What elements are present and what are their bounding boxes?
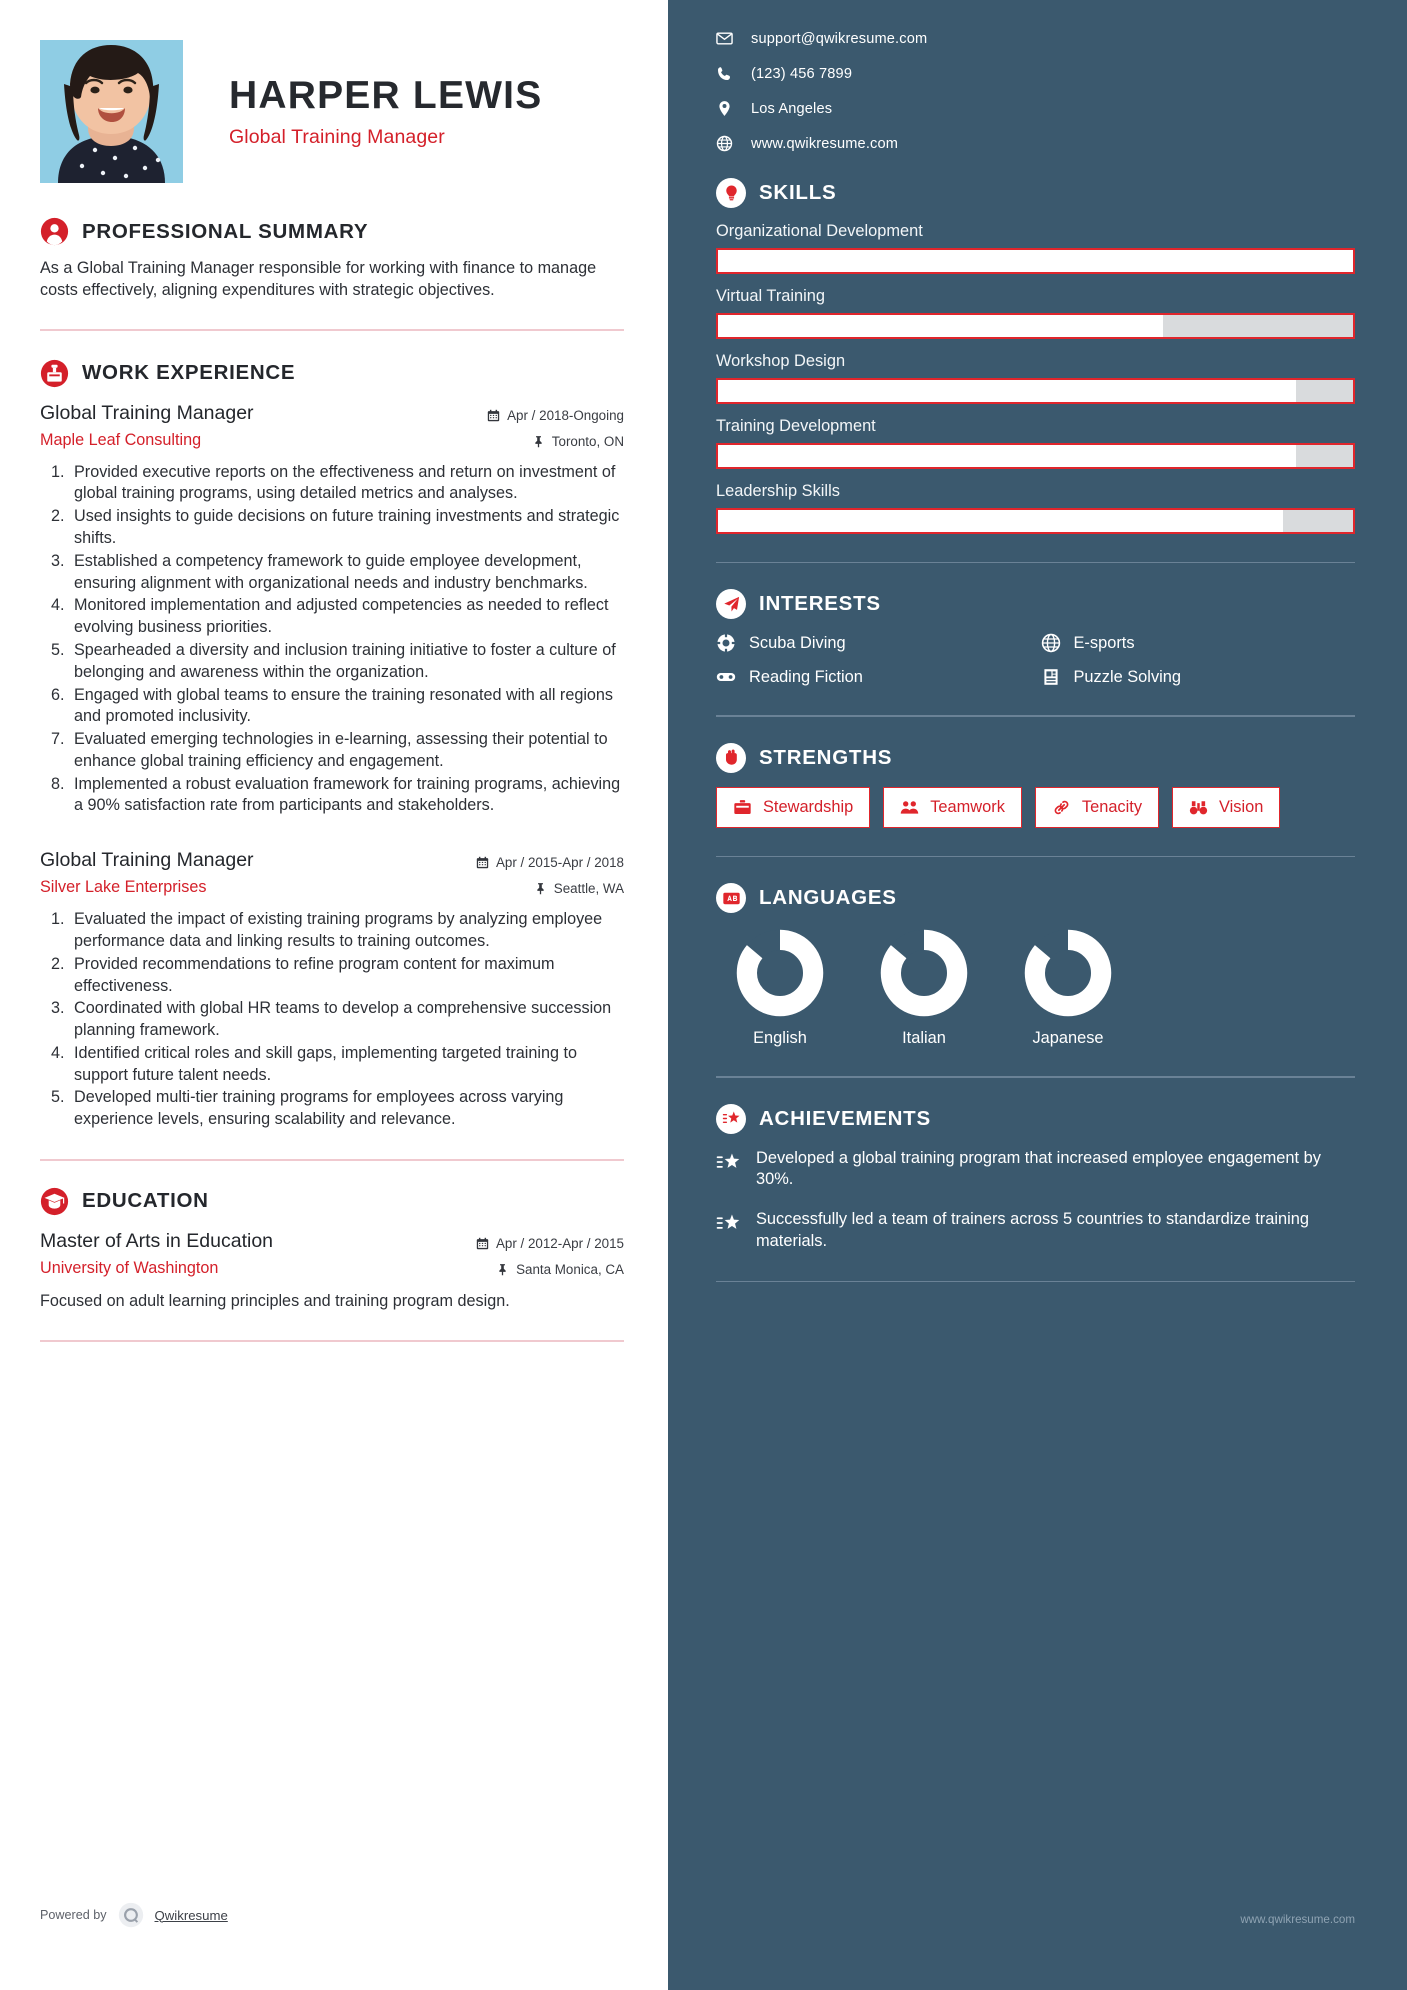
divider-after-experience xyxy=(40,1159,624,1161)
experience-section-header xyxy=(40,359,624,388)
strength-label: Teamwork xyxy=(930,797,1005,816)
interests-grid xyxy=(716,633,1355,687)
skill-bar xyxy=(716,443,1355,469)
phone-icon xyxy=(716,65,733,82)
person-role: Global Training Manager xyxy=(229,125,445,148)
user-circle-icon xyxy=(40,217,69,246)
degree-name: Master of Arts in Education xyxy=(40,1229,274,1252)
interest-item xyxy=(716,667,1031,687)
qwikresume-brand[interactable]: Qwikresume xyxy=(154,1907,228,1923)
achievement-item xyxy=(716,1148,1355,1192)
achievements-section-header xyxy=(716,1104,1355,1134)
job-date: Apr / 2015-Apr / 2018 xyxy=(495,855,624,871)
job-meta xyxy=(487,400,624,449)
divider-after-interests xyxy=(716,715,1355,716)
globe-icon xyxy=(716,135,733,152)
achievements-section xyxy=(716,1104,1355,1253)
interest-item xyxy=(716,633,1031,653)
skills-section xyxy=(716,178,1355,534)
job-date: Apr / 2018-Ongoing xyxy=(507,407,624,423)
professional-summary-section xyxy=(40,217,624,301)
achievement-item xyxy=(716,1209,1355,1253)
strengths-section xyxy=(716,743,1355,828)
language-donut-chart xyxy=(878,927,970,1019)
languages-title: LANGUAGES xyxy=(759,886,897,910)
pin-icon xyxy=(534,882,547,895)
work-experience-section xyxy=(40,359,624,1131)
education-location: Santa Monica, CA xyxy=(516,1261,624,1277)
left-footer xyxy=(40,1902,228,1928)
skill-item xyxy=(716,287,1355,339)
job-bullets xyxy=(69,462,624,818)
skill-label: Virtual Training xyxy=(716,287,826,305)
languages-section xyxy=(716,883,1355,1048)
job-bullet: 1. Provided executive reports on the effectiveness and return on investment of global training programs, using detailed metrics and analyses. xyxy=(69,462,624,506)
qwikresume-logo-icon xyxy=(118,1902,144,1928)
interests-section-header xyxy=(716,589,1355,619)
job-date-row xyxy=(476,855,624,870)
paper-plane-icon xyxy=(716,589,746,619)
job-location: Toronto, ON xyxy=(551,433,624,449)
job-bullet: 2. Provided recommendations to refine program content for maximum effectiveness. xyxy=(69,954,624,998)
star-rays-icon xyxy=(716,1211,741,1236)
job-header xyxy=(40,847,624,897)
education-section xyxy=(40,1187,624,1313)
star-rays-icon xyxy=(716,1150,741,1175)
gamepad-icon xyxy=(716,667,736,687)
education-date-row xyxy=(476,1236,624,1251)
skill-bar-fill xyxy=(718,315,1163,337)
language-item xyxy=(874,927,974,1048)
achievements-title: ACHIEVEMENTS xyxy=(759,1106,931,1130)
strengths-section-header xyxy=(716,743,1355,773)
team-icon xyxy=(900,798,919,817)
job-identity xyxy=(40,400,254,450)
powered-by-label: Powered by xyxy=(40,1908,107,1922)
job-organization: Silver Lake Enterprises xyxy=(40,878,207,897)
job-header xyxy=(40,400,624,450)
contact-email-row[interactable] xyxy=(716,30,1355,47)
interest-label: Reading Fiction xyxy=(749,667,863,686)
profile-photo xyxy=(40,40,183,183)
education-title: EDUCATION xyxy=(82,1189,209,1213)
summary-section-header xyxy=(40,217,624,246)
strength-label: Tenacity xyxy=(1081,797,1143,816)
achievement-text: Successfully led a team of trainers across 5 countries to standardize training materials. xyxy=(756,1210,1309,1250)
education-location-row xyxy=(476,1262,624,1277)
sidebar-footer-url: www.qwikresume.com xyxy=(1240,1913,1355,1926)
job-bullet: 6. Engaged with global teams to ensure the training resonated with all regions and promoted inclusivity. xyxy=(69,685,624,729)
job-location-row xyxy=(476,881,624,896)
translate-icon xyxy=(716,883,746,913)
binoculars-icon xyxy=(1189,798,1208,817)
achievement-text: Developed a global training program that increased employee engagement by 30%. xyxy=(756,1148,1321,1189)
job-date-row xyxy=(487,408,624,423)
skill-bar xyxy=(716,248,1355,274)
skill-bar-fill xyxy=(718,380,1296,402)
left-column xyxy=(0,0,668,1990)
skill-bar xyxy=(716,378,1355,404)
language-item xyxy=(730,927,830,1048)
skill-bar-fill xyxy=(718,445,1296,467)
link-icon xyxy=(1052,798,1071,817)
job-entry xyxy=(40,400,624,818)
language-item xyxy=(1018,927,1118,1048)
skill-label: Leadership Skills xyxy=(716,482,840,500)
skill-bar xyxy=(716,508,1355,534)
job-bullet: 1. Evaluated the impact of existing training programs by analyzing employee performance data and linking results to training outcomes. xyxy=(69,909,624,953)
strengths-title: STRENGTHS xyxy=(759,745,893,769)
languages-section-header xyxy=(716,883,1355,913)
resume-header xyxy=(40,40,624,183)
envelope-icon xyxy=(716,30,733,47)
language-donut-chart xyxy=(1022,927,1114,1019)
education-identity xyxy=(40,1228,273,1278)
skill-bar-fill xyxy=(718,250,1353,272)
contact-phone-row[interactable] xyxy=(716,65,1355,82)
skill-bar xyxy=(716,313,1355,339)
interests-title: INTERESTS xyxy=(759,592,881,616)
interest-label: E-sports xyxy=(1073,633,1135,652)
interests-section xyxy=(716,589,1355,687)
education-section-header xyxy=(40,1187,624,1216)
job-identity xyxy=(40,847,254,897)
skill-label: Organizational Development xyxy=(716,222,923,240)
job-bullet: 2. Used insights to guide decisions on future training investments and strategic shifts. xyxy=(69,506,624,550)
pin-icon xyxy=(532,435,545,448)
contact-location: Los Angeles xyxy=(751,100,833,117)
puzzle-icon xyxy=(1041,667,1061,687)
job-bullet: 7. Evaluated emerging technologies in e-learning, assessing their potential to enhance global training efficiency and engagement. xyxy=(69,729,624,773)
skill-label: Workshop Design xyxy=(716,352,846,370)
contact-website: www.qwikresume.com xyxy=(751,135,899,152)
calendar-icon xyxy=(487,409,500,422)
education-description: Focused on adult learning principles and training program design. xyxy=(40,1291,510,1310)
education-header xyxy=(40,1228,624,1278)
contact-list xyxy=(716,30,1355,152)
skills-title: SKILLS xyxy=(759,181,837,204)
skill-item xyxy=(716,352,1355,404)
job-entry xyxy=(40,847,624,1131)
job-bullet: 3. Established a competency framework to guide employee development, ensuring alignment with organizational needs and industry benchmarks. xyxy=(69,551,624,595)
job-location: Seattle, WA xyxy=(553,881,624,897)
school-name: University of Washington xyxy=(40,1258,219,1277)
interest-item xyxy=(1041,633,1356,653)
job-location-row xyxy=(487,434,624,449)
skill-label: Training Development xyxy=(716,417,876,435)
contact-location-row xyxy=(716,100,1355,117)
divider-after-languages xyxy=(716,1076,1355,1077)
toolbox-icon xyxy=(733,798,752,817)
strength-chip xyxy=(1035,787,1159,828)
map-pin-icon xyxy=(716,100,733,117)
skills-section-header xyxy=(716,178,1355,208)
job-organization: Maple Leaf Consulting xyxy=(40,430,202,449)
job-bullet: 5. Spearheaded a diversity and inclusion training initiative to foster a culture of belonging and awareness within the organization. xyxy=(69,640,624,684)
strength-chip xyxy=(716,787,870,828)
pin-icon xyxy=(496,1263,509,1276)
job-bullet: 3. Coordinated with global HR teams to develop a comprehensive succession planning framework. xyxy=(69,998,624,1042)
strength-chip xyxy=(883,787,1022,828)
divider-after-strengths xyxy=(716,856,1355,857)
skill-item xyxy=(716,417,1355,469)
languages-list xyxy=(716,927,1355,1048)
calendar-icon xyxy=(476,1237,489,1250)
language-label: Japanese xyxy=(1032,1029,1104,1048)
education-date: Apr / 2012-Apr / 2015 xyxy=(495,1235,624,1251)
summary-text: As a Global Training Manager responsible for working with finance to manage costs effectively, aligning expenditures with strategic objectives. xyxy=(40,259,597,299)
interest-label: Scuba Diving xyxy=(749,633,846,652)
calendar-icon xyxy=(476,856,489,869)
skill-item xyxy=(716,222,1355,274)
job-bullet: 5. Developed multi-tier training programs for employees across varying experience levels, ensuring scalability and relevance. xyxy=(69,1087,624,1131)
strengths-chips xyxy=(716,787,1355,828)
language-label: Italian xyxy=(902,1029,946,1048)
job-title: Global Training Manager xyxy=(40,401,254,424)
strength-chip xyxy=(1172,787,1280,828)
briefcase-badge-icon xyxy=(40,359,69,388)
fist-icon xyxy=(716,743,746,773)
experience-title: WORK EXPERIENCE xyxy=(82,361,296,385)
strength-label: Stewardship xyxy=(763,797,854,816)
education-meta xyxy=(476,1228,624,1277)
job-bullet: 8. Implemented a robust evaluation framework for training programs, achieving a 90% satisfaction rate from participants and stakeholders. xyxy=(69,774,624,818)
language-label: English xyxy=(753,1029,807,1048)
graduation-badge-icon xyxy=(40,1187,69,1216)
globe-grid-icon xyxy=(1041,633,1061,653)
skill-item xyxy=(716,482,1355,534)
lifebuoy-icon xyxy=(716,633,736,653)
contact-website-row[interactable] xyxy=(716,135,1355,152)
divider-after-education xyxy=(40,1340,624,1342)
divider-after-achievements xyxy=(716,1281,1355,1282)
divider-after-summary xyxy=(40,329,624,331)
job-bullets xyxy=(69,909,624,1131)
avatar-illustration xyxy=(40,40,183,183)
interest-label: Puzzle Solving xyxy=(1073,667,1182,686)
job-meta xyxy=(476,847,624,896)
name-block xyxy=(229,40,542,149)
divider-after-skills xyxy=(716,562,1355,563)
person-name: HARPER LEWIS xyxy=(229,74,543,117)
right-sidebar xyxy=(668,0,1407,1990)
interest-item xyxy=(1041,667,1356,687)
language-donut-chart xyxy=(734,927,826,1019)
strength-label: Vision xyxy=(1219,797,1264,816)
star-badge-icon xyxy=(716,1104,746,1134)
job-bullet: 4. Monitored implementation and adjusted competencies as needed to reflect evolving business priorities. xyxy=(69,595,624,639)
contact-phone: (123) 456 7899 xyxy=(751,65,853,82)
skill-bar-fill xyxy=(718,510,1283,532)
job-bullet: 4. Identified critical roles and skill gaps, implementing targeted training to support future talent needs. xyxy=(69,1043,624,1087)
job-title: Global Training Manager xyxy=(40,849,254,872)
lightbulb-icon xyxy=(716,178,746,208)
contact-email: support@qwikresume.com xyxy=(751,30,928,47)
summary-title: PROFESSIONAL SUMMARY xyxy=(82,219,369,243)
